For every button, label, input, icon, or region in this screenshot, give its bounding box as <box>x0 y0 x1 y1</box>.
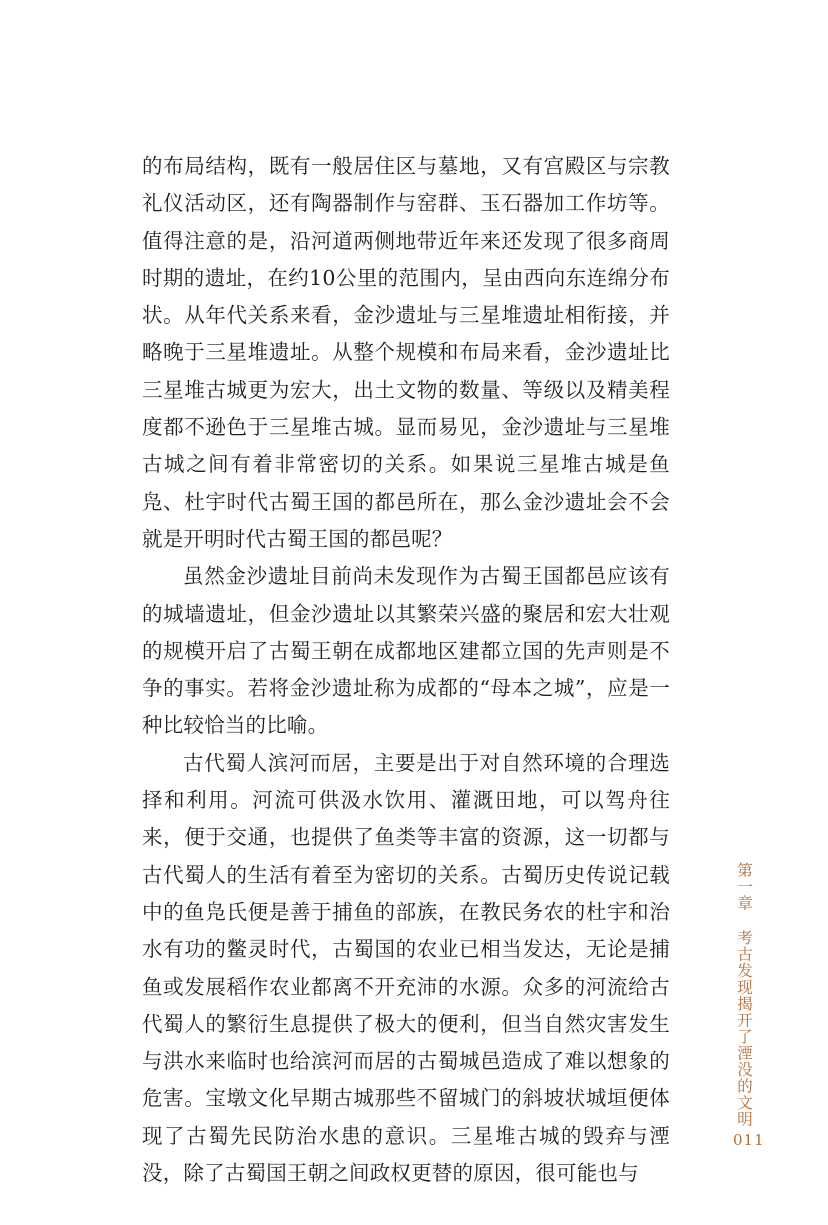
chapter-running-head <box>733 862 755 1128</box>
paragraph-2: 虽然金沙遗址目前尚未发现作为古蜀王国都邑应该有的城墙遗址，但金沙遗址以其繁荣兴盛的聚居和宏大壮观的规模开启了古蜀王朝在成都地区建都立国的先声则是不争的事实。若将金沙遗址称为成都的“母本之城”，应是一种比较恰当的比喻。 <box>142 564 670 738</box>
chapter-number: 第一章 <box>735 862 753 912</box>
chapter-title: 考古发现揭开了湮没的文明 <box>735 929 753 1128</box>
paragraph-3: 古代蜀人滨河而居，主要是出于对自然环境的合理选择和利用。河流可供汲水饮用、灌溉田地，可以驾舟往来，便于交通，也提供了鱼类等丰富的资源，这一切都与古代蜀人的生活有着至为密切的关系。古蜀历史传说记载中的鱼凫氏便是善于捕鱼的部族，在教民务农的杜宇和治水有功的鳖灵时代，古蜀国的农业已相当发达，无论是捕鱼或发展稻作农业都离不开充沛的水源。众多的河流给古代蜀人的繁衍生息提供了极大的便利，但当自然灾害发生与洪水来临时也给滨河而居的古蜀城邑造成了难以想象的危害。宝墩文化早期古城那些不留城门的斜坡状城垣便体现了古蜀先民防治水患的意识。三星堆古城的毁弃与湮没，除了古蜀国王朝之间政权更替的原因，很可能也与 <box>142 750 670 1186</box>
paragraph-1: 的布局结构，既有一般居住区与墓地，又有宫殿区与宗教礼仪活动区，还有陶器制作与窑群、玉石器加工作坊等。值得注意的是，沿河道两侧地带近年来还发现了很多商周时期的遗址，在约10公里的范围内，呈由西向东连绵分布状。从年代关系来看，金沙遗址与三星堆遗址相衔接，并略晚于三星堆遗址。从整个规模和布局来看，金沙遗址比三星堆古城更为宏大，出土文物的数量、等级以及精美程度都不逊色于三星堆古城。显而易见，金沙遗址与三星堆古城之间有着非常密切的关系。如果说三星堆古城是鱼凫、杜宇时代古蜀王国的都邑所在，那么金沙遗址会不会就是开明时代古蜀王国的都邑呢？ <box>142 154 670 551</box>
page-number: 011 <box>733 1131 765 1149</box>
page-body <box>142 148 670 1192</box>
